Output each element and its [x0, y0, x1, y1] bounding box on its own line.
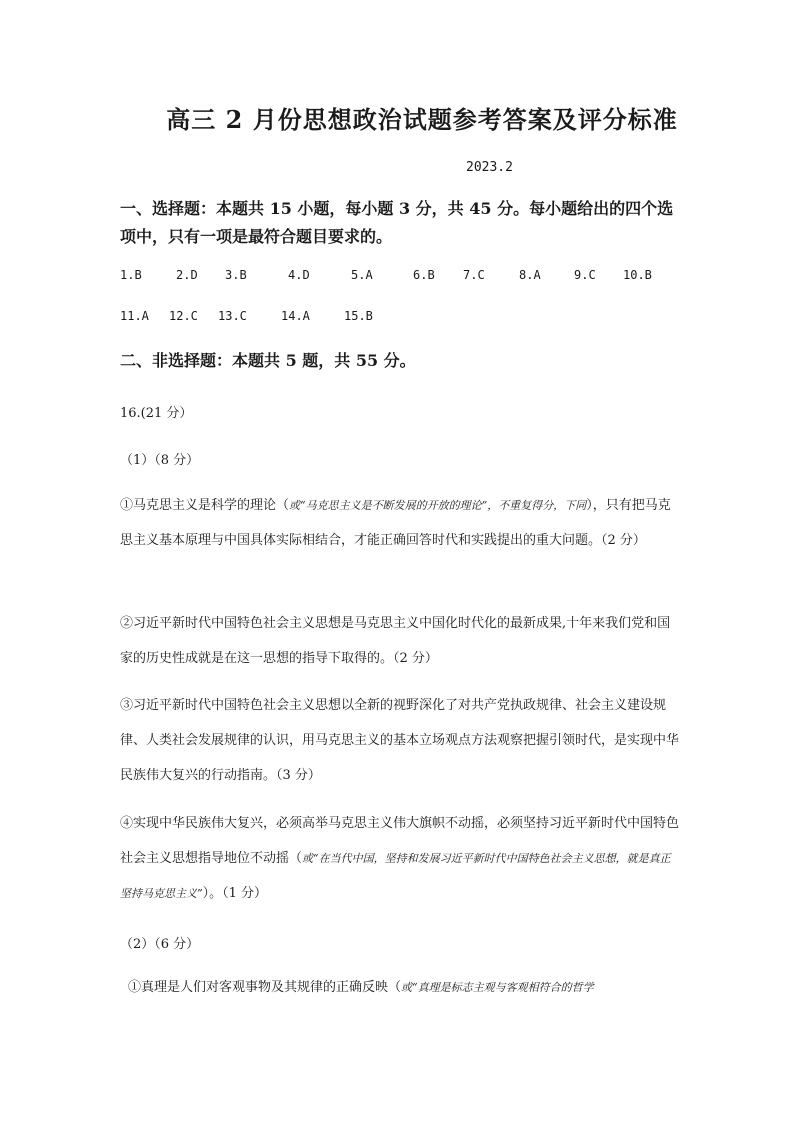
p1-text-c: ），只有把马克思主义基本原理与中国具体实际相结合，才能正确回答时代和实践提出的重大问题。（2 分） — [120, 498, 671, 548]
p1-note: 或“马克思主义是不断发展的开放的理论”，不重复得分，下同 — [289, 499, 587, 512]
document-date: 2023.2 — [466, 160, 513, 175]
document-title: 高三 2 月份思想政治试题参考答案及评分标准 — [166, 105, 678, 134]
p4-text-a: ④实现中华民族伟大复兴，必须高举马克思主义伟大旗帜不动摇，必须坚持习近平新时代中国特色社会主义思想指导地位不动摇（ — [120, 816, 680, 866]
answer-8: 8.A — [519, 268, 541, 282]
answer-1: 1.B — [120, 268, 142, 282]
p4-text-c: ）。（1 分） — [202, 886, 268, 901]
section1-heading: 一、选择题：本题共 15 小题，每小题 3 分，共 45 分。每小题给出的四个选项中，只有一项是最符合题目要求的。 — [120, 199, 674, 246]
answer-paragraph-1 — [120, 488, 680, 558]
answer-paragraph-4 — [120, 806, 680, 911]
answer-13: 13.C — [218, 309, 247, 323]
answer-paragraph-3: ③习近平新时代中国特色社会主义思想以全新的视野深化了对共产党执政规律、社会主义建设规律、人类社会发展规律的认识，用马克思主义的基本立场观点方法观察把握引领时代，是实现中华民族伟大复兴的行动指南。（3 分） — [120, 698, 680, 783]
answer-7: 7.C — [463, 268, 485, 282]
answer-paragraph-5 — [128, 970, 680, 1005]
answer-5: 5.A — [351, 268, 373, 282]
answer-11: 11.A — [120, 309, 149, 323]
answer-9: 9.C — [574, 268, 596, 282]
answer-2: 2.D — [176, 268, 198, 282]
answer-paragraph-2: ②习近平新时代中国特色社会主义思想是马克思主义中国化时代化的最新成果,十年来我们党和国家的历史性成就是在这一思想的指导下取得的。（2 分） — [120, 616, 671, 666]
part-2-label: （2）（6 分） — [120, 937, 200, 952]
answer-15: 15.B — [344, 309, 373, 323]
answer-3: 3.B — [225, 268, 247, 282]
answer-4: 4.D — [288, 268, 310, 282]
part-1-label: （1）（8 分） — [120, 453, 200, 468]
p4-note: 或“在当代中国，坚持和发展习近平新时代中国特色社会主义思想，就是真正坚持马克思主义” — [120, 852, 671, 900]
question-16-label: 16.(21 分） — [120, 406, 193, 421]
answer-10: 10.B — [623, 268, 652, 282]
answer-6: 6.B — [413, 268, 435, 282]
answer-12: 12.C — [169, 309, 198, 323]
p5-text-a: ①真理是人们对客观事物及其规律的正确反映（ — [128, 980, 402, 995]
p5-note: 或“真理是标志主观与客观相符合的哲学 — [401, 981, 594, 994]
section2-heading: 二、非选择题：本题共 5 题，共 55 分。 — [120, 351, 416, 370]
p1-text-a: ①马克思主义是科学的理论（ — [120, 498, 290, 513]
answer-14: 14.A — [281, 309, 310, 323]
